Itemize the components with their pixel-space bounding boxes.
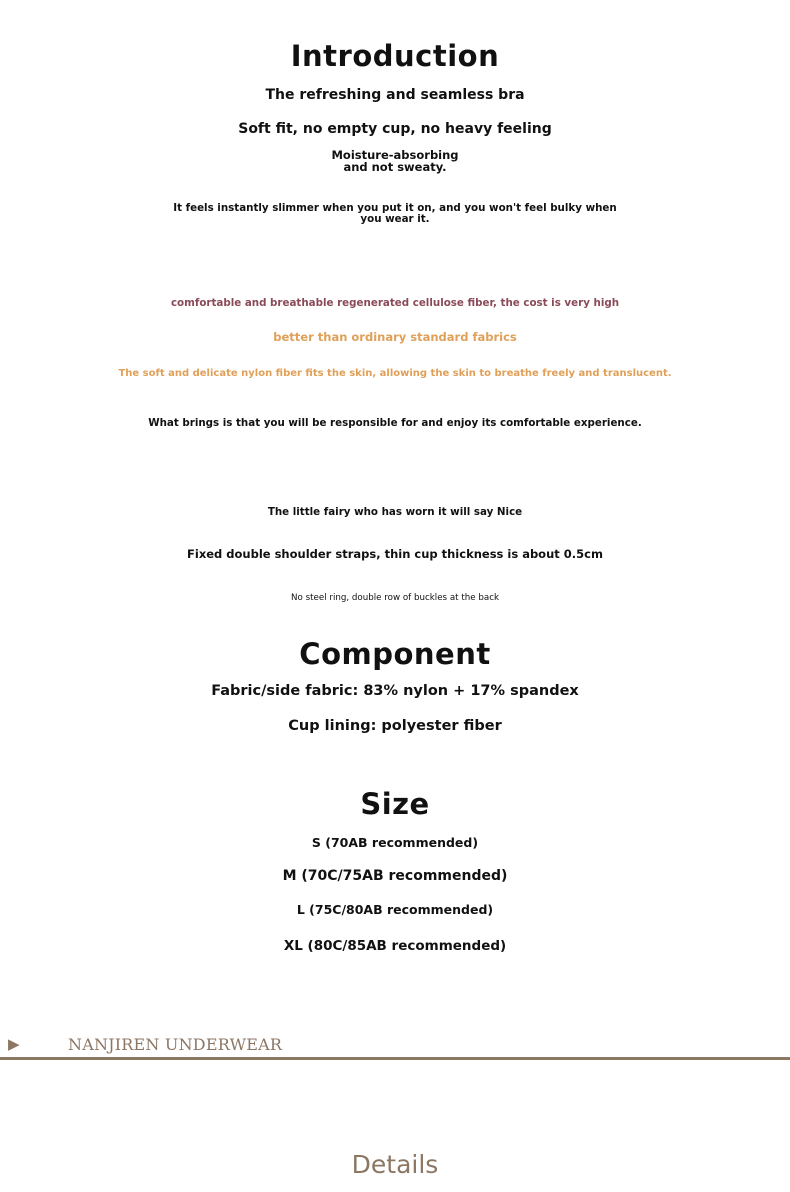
intro-line-wear-it: you wear it. — [360, 213, 430, 225]
size-title: Size — [360, 787, 430, 821]
introduction-title: Introduction — [290, 39, 500, 73]
details-title: Details — [351, 1150, 439, 1179]
size-s: S (70AB recommended) — [311, 835, 479, 850]
size-xl: XL (80C/85AB recommended) — [283, 938, 507, 954]
component-title: Component — [299, 637, 491, 671]
intro-line-seamless: The refreshing and seamless bra — [265, 87, 525, 103]
play-arrow-icon: ▶ — [8, 1035, 20, 1053]
highlight-cellulose-fiber: comfortable and breathable regenerated cellulose fiber, the cost is very high — [170, 297, 620, 309]
straps-line: Fixed double shoulder straps, thin cup thickness is about 0.5cm — [187, 547, 603, 561]
highlight-nylon-fiber: The soft and delicate nylon fiber fits the skin, allowing the skin to breathe freely and translucent. — [118, 368, 672, 379]
component-lining: Cup lining: polyester fiber — [288, 718, 502, 734]
experience-line: What brings is that you will be responsible for and enjoy its comfortable experience. — [148, 417, 642, 429]
component-fabric: Fabric/side fabric: 83% nylon + 17% spandex — [211, 683, 579, 699]
steel-ring-line: No steel ring, double row of buckles at the back — [291, 593, 499, 603]
intro-line-moisture: Moisture-absorbing — [331, 148, 459, 162]
intro-line-not-sweaty: and not sweaty. — [343, 160, 447, 174]
size-m: M (70C/75AB recommended) — [282, 868, 508, 884]
brand-name: NANJIREN UNDERWEAR — [68, 1035, 283, 1054]
highlight-better-fabrics: better than ordinary standard fabrics — [273, 330, 517, 344]
intro-line-slimmer: It feels instantly slimmer when you put it on, and you won't feel bulky when — [173, 202, 617, 214]
size-l: L (75C/80AB recommended) — [296, 902, 494, 917]
brand-divider — [0, 1057, 790, 1060]
fairy-line: The little fairy who has worn it will say Nice — [267, 506, 523, 518]
intro-line-soft-fit: Soft fit, no empty cup, no heavy feeling — [238, 121, 552, 137]
